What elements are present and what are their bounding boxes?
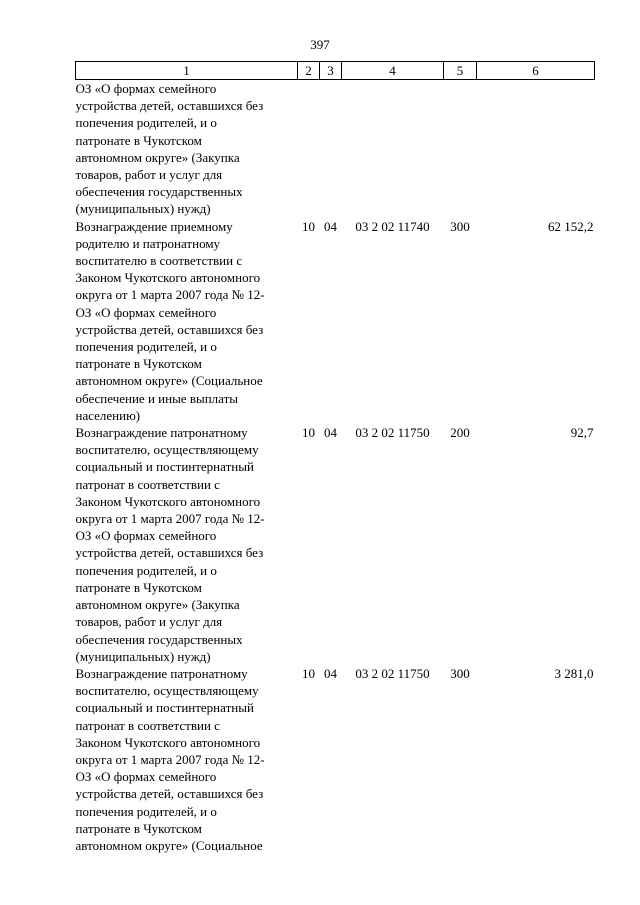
row-target-cell: 03 2 02 11740 bbox=[355, 218, 430, 234]
row-amount-cell: 3 281,0 bbox=[554, 665, 594, 681]
column-header-5: 5 bbox=[444, 62, 477, 80]
row-type-cell: 300 bbox=[450, 665, 470, 681]
row-target-cell: 03 2 02 11750 bbox=[355, 425, 430, 441]
row-section-cell bbox=[298, 80, 320, 218]
row-name-cell: Вознаграждение приемному родителю и патронатному воспитателю в соответствии с Законом Чукотского автономного округа от 1 марта 2007 года № 12- ОЗ «О формах семейного устройства детей, оставшихся без попечения родителей, и о патронате в Чукотском автономном округе» (Социальное обеспечение и иные выплаты населению) bbox=[75, 218, 265, 423]
column-header-4: 4 bbox=[342, 62, 444, 80]
table-header-row bbox=[76, 62, 595, 80]
table-row bbox=[76, 80, 595, 218]
row-type-cell: 300 bbox=[450, 218, 470, 234]
row-amount-cell bbox=[477, 80, 595, 218]
row-subsection-cell: 04 bbox=[324, 425, 337, 441]
column-header-1: 1 bbox=[76, 62, 298, 80]
column-header-2: 2 bbox=[298, 62, 320, 80]
table-row bbox=[76, 424, 595, 665]
row-subsection-cell: 04 bbox=[324, 218, 337, 234]
row-target-cell bbox=[342, 80, 444, 218]
row-name-cell: Вознаграждение патронатному воспитателю, осуществляющему социальный и постинтернатный патронат в соответствии с Законом Чукотского автономного округа от 1 марта 2007 года № 12- ОЗ «О формах семейного устройства детей, оставшихся без попечения родителей, и о патронате в Чукотском автономном округе» (Социальное bbox=[75, 665, 265, 853]
column-header-3: 3 bbox=[320, 62, 342, 80]
row-section-cell: 10 bbox=[302, 425, 315, 441]
row-subsection-cell bbox=[320, 80, 342, 218]
table-row bbox=[76, 218, 595, 424]
column-header-6: 6 bbox=[477, 62, 595, 80]
row-section-cell: 10 bbox=[302, 218, 315, 234]
row-target-cell: 03 2 02 11750 bbox=[355, 665, 430, 681]
row-name-cell: Вознаграждение патронатному воспитателю, осуществляющему социальный и постинтернатный патронат в соответствии с Законом Чукотского автономного округа от 1 марта 2007 года № 12- ОЗ «О формах семейного устройства детей, оставшихся без попечения родителей, и о патронате в Чукотском автономном округе» (Закупка товаров, работ и услуг для обеспечения государственных (муниципальных) нужд) bbox=[75, 425, 265, 664]
row-subsection-cell: 04 bbox=[324, 665, 337, 681]
page-number: 397 bbox=[310, 37, 330, 52]
row-type-cell bbox=[444, 80, 477, 218]
row-amount-cell: 92,7 bbox=[570, 425, 594, 441]
row-name-cell: ОЗ «О формах семейного устройства детей, оставшихся без попечения родителей, и о патронате в Чукотском автономном округе» (Закупка товаров, работ и услуг для обеспечения государственных (муниципальных) нужд) bbox=[75, 81, 264, 217]
row-section-cell: 10 bbox=[302, 665, 315, 681]
row-amount-cell: 62 152,2 bbox=[548, 218, 594, 234]
table-row bbox=[76, 665, 595, 854]
budget-table bbox=[75, 61, 595, 854]
row-type-cell: 200 bbox=[450, 425, 470, 441]
